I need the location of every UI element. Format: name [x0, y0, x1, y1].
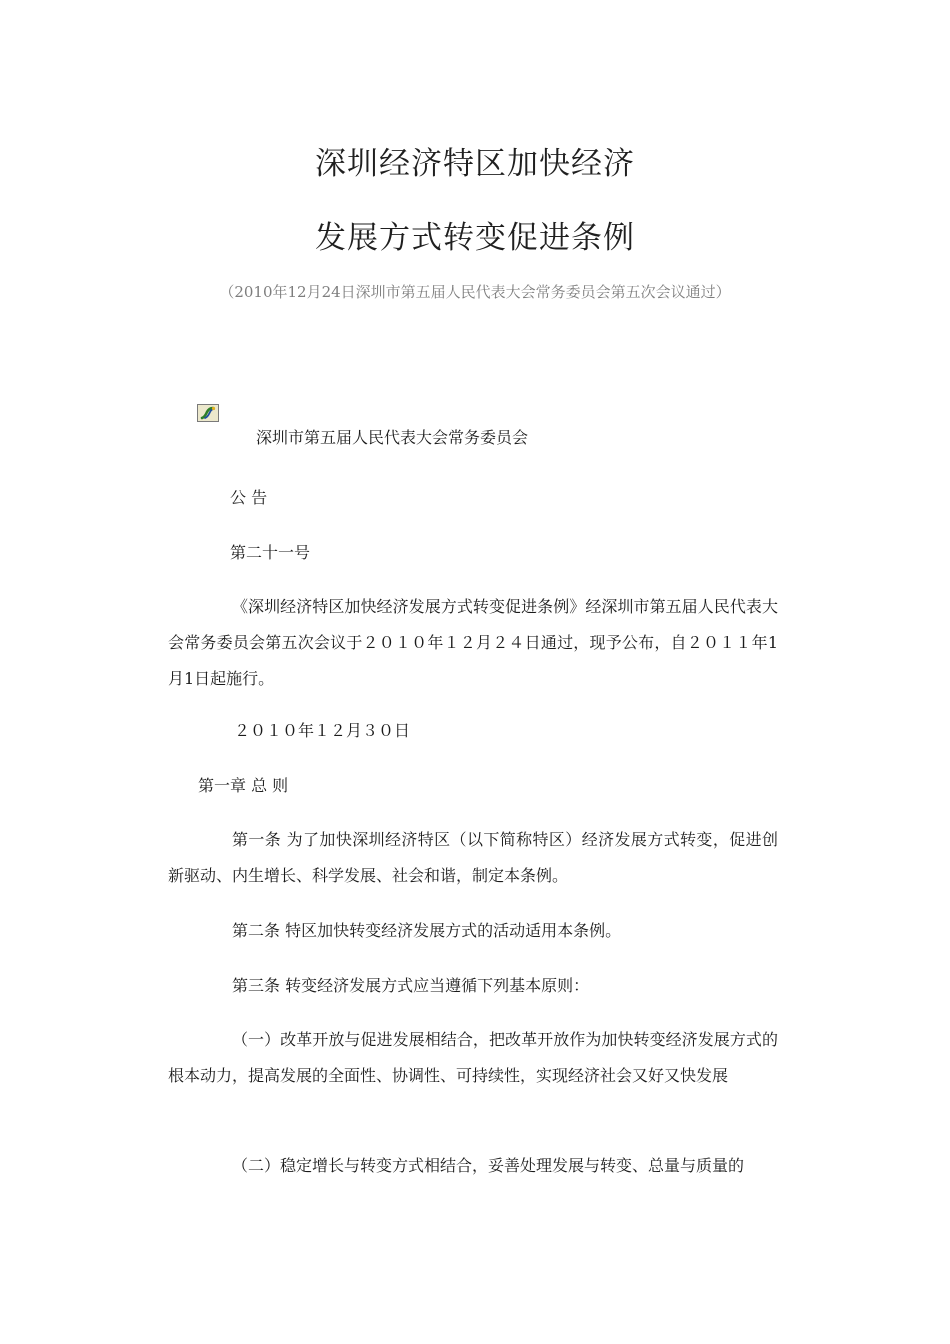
document-subtitle: （2010年12月24日深圳市第五届人民代表大会常务委员会第五次会议通过）	[219, 283, 731, 301]
announcement-label: 公 告	[230, 488, 268, 507]
announcement-paragraph: 《深圳经济特区加快经济发展方式转变促进条例》经深圳市第五届人民代表大会常务委员会第五次会议于２０１０年１２月２４日通过，现予公布，自２０１１年1月1日起施行。	[168, 597, 778, 688]
chapter-heading: 第一章 总 则	[198, 776, 289, 795]
document-title-line-2: 发展方式转变促进条例	[315, 220, 635, 256]
article-1: 第一条 为了加快深圳经济特区（以下简称特区）经济发展方式转变，促进创新驱动、内生增长、科学发展、社会和谐，制定本条例。	[168, 830, 778, 885]
announcement-number: 第二十一号	[230, 543, 311, 562]
document-title-line-1: 深圳经济特区加快经济	[315, 146, 635, 182]
article-3-clause-2: （二）稳定增长与转变方式相结合，妥善处理发展与转变、总量与质量的	[232, 1156, 745, 1175]
article-3-clause-1: （一）改革开放与促进发展相结合，把改革开放作为加快转变经济发展方式的根本动力，提高发展的全面性、协调性、可持续性，实现经济社会又好又快发展	[168, 1030, 778, 1085]
link-glyph-icon	[198, 405, 218, 421]
issuer-line: 深圳市第五届人民代表大会常务委员会	[256, 428, 529, 447]
announcement-date: ２０１０年１２月３０日	[234, 721, 411, 740]
document-link-icon[interactable]	[197, 404, 219, 422]
article-2: 第二条 特区加快转变经济发展方式的活动适用本条例。	[232, 921, 622, 940]
article-3: 第三条 转变经济发展方式应当遵循下列基本原则：	[232, 976, 590, 995]
